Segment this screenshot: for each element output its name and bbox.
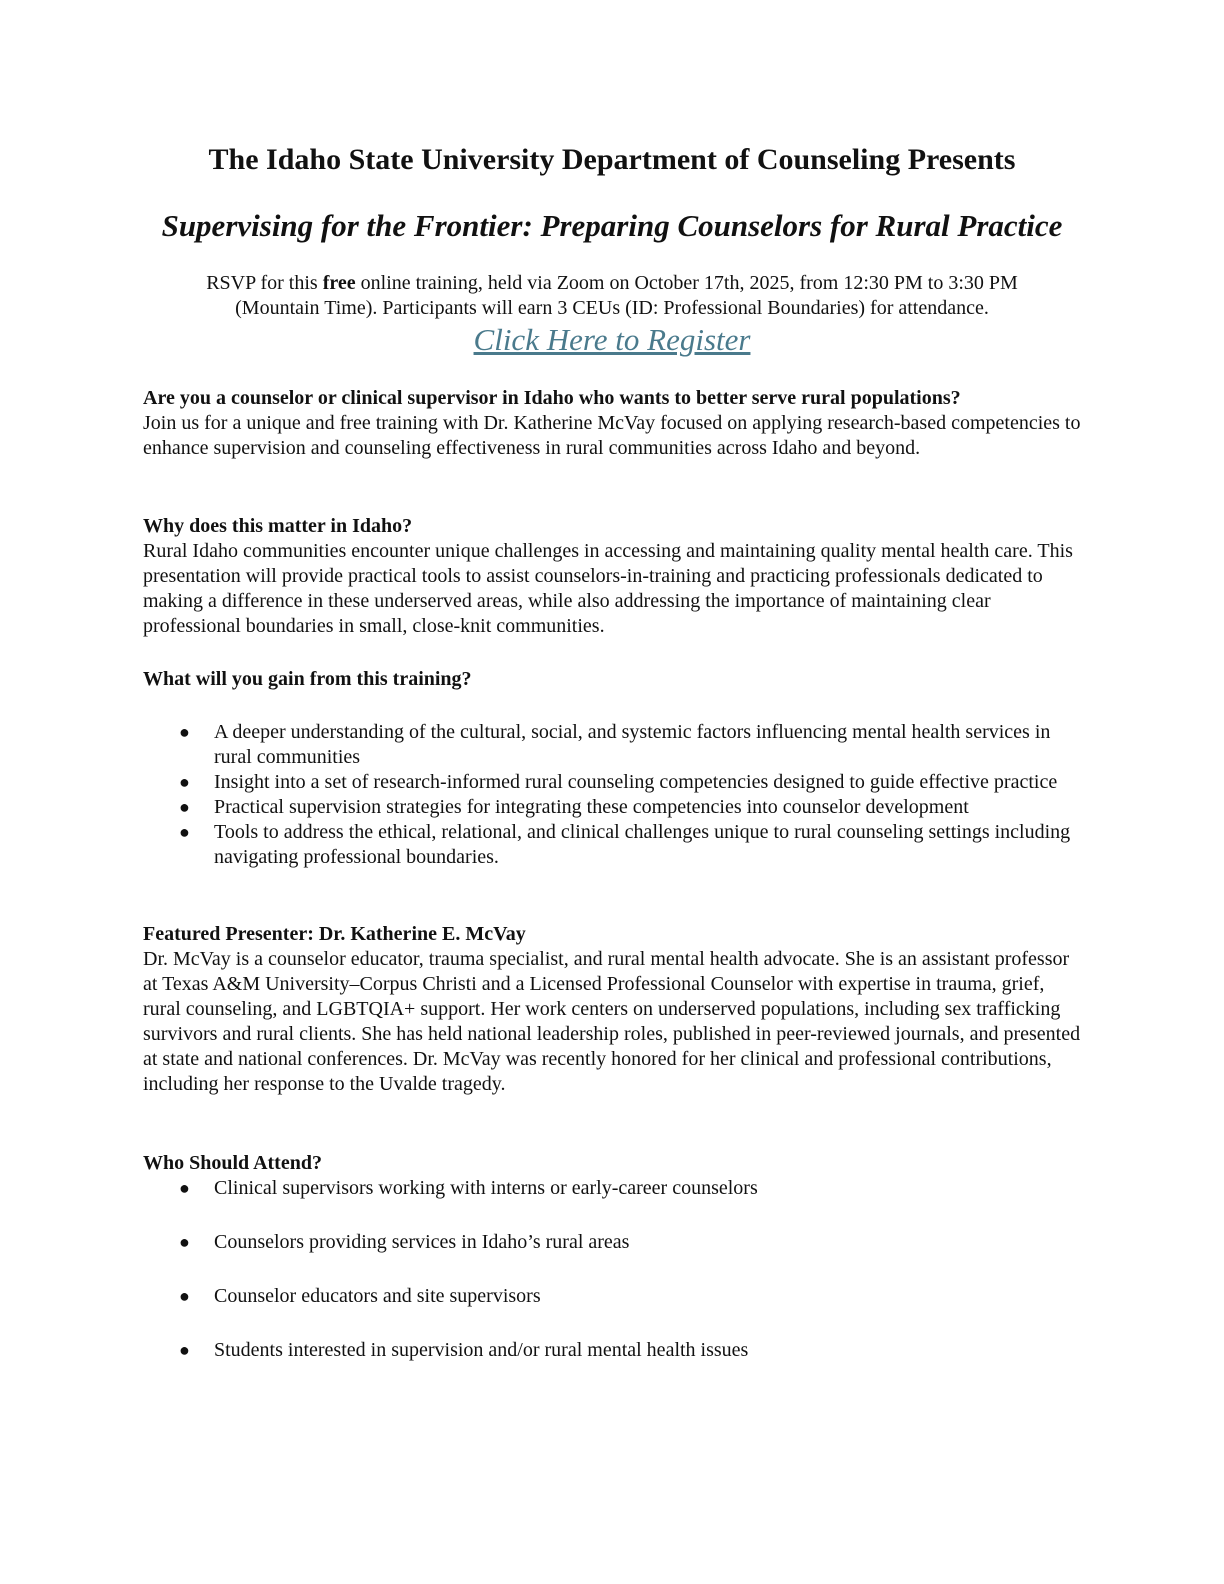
rsvp-details bbox=[0, 271, 1224, 321]
list-item bbox=[143, 1338, 1083, 1363]
list-item bbox=[143, 1230, 1083, 1255]
bullet-icon: ● bbox=[179, 797, 190, 817]
attend-list bbox=[143, 1176, 1083, 1363]
gain-list-section bbox=[143, 720, 1083, 870]
rsvp-line-1-rest: online training, held via Zoom on October 17th, 2025, from 12:30 PM to 3:30 PM bbox=[355, 272, 1018, 294]
why-section bbox=[143, 514, 1083, 639]
presenter-bio: Dr. McVay is a counselor educator, trauma specialist, and rural mental health advocate. She is an assistant professor at Texas A&M University–Corpus Christi and a Licensed Professional Counselor with expertise in trauma, grief, rural counseling, and LGBTQIA+ support. Her work centers on underserved populations, including sex trafficking survivors and rural clients. She has held national leadership roles, published in peer-reviewed journals, and presented at state and national conferences. Dr. McVay was recently honored for her clinical and professional contributions, including her response to the Uvalde tragedy. bbox=[143, 948, 1081, 1095]
intro-section bbox=[143, 386, 1083, 461]
intro-body: Join us for a unique and free training with Dr. Katherine McVay focused on applying research-based competencies to enhance supervision and counseling effectiveness in rural communities across Idaho and beyond. bbox=[143, 412, 1081, 459]
why-body: Rural Idaho communities encounter unique challenges in accessing and maintaining quality mental health care. This presentation will provide practical tools to assist counselors-in-training and practicing professionals dedicated to making a difference in these underserved areas, while also addressing the importance of maintaining clear professional boundaries in small, close-knit communities. bbox=[143, 540, 1073, 637]
list-item bbox=[143, 720, 1083, 770]
bullet-icon: ● bbox=[179, 1232, 190, 1252]
rsvp-line-2: (Mountain Time). Participants will earn 3 CEUs (ID: Professional Boundaries) for attendance. bbox=[235, 297, 989, 319]
list-item bbox=[143, 1284, 1083, 1309]
bullet-icon: ● bbox=[179, 1178, 190, 1198]
page-title: The Idaho State University Department of Counseling Presents bbox=[208, 143, 1016, 176]
list-item bbox=[143, 820, 1083, 870]
list-item-text: Tools to address the ethical, relational, and clinical challenges unique to rural counseling settings including navigating professional boundaries. bbox=[214, 821, 1071, 868]
why-heading: Why does this matter in Idaho? bbox=[143, 515, 413, 537]
bullet-icon: ● bbox=[179, 1286, 190, 1306]
list-item-text: Clinical supervisors working with interns or early-career counselors bbox=[214, 1177, 758, 1199]
list-item-text: A deeper understanding of the cultural, social, and systemic factors influencing mental health services in rural communities bbox=[214, 721, 1051, 768]
training-subtitle: Supervising for the Frontier: Preparing Counselors for Rural Practice bbox=[161, 208, 1063, 243]
bullet-icon: ● bbox=[179, 822, 190, 842]
list-item bbox=[143, 795, 1083, 820]
bullet-icon: ● bbox=[179, 1340, 190, 1360]
attend-heading: Who Should Attend? bbox=[143, 1152, 322, 1174]
bullet-icon: ● bbox=[179, 722, 190, 742]
rsvp-prefix: RSVP for this bbox=[206, 272, 323, 294]
list-item-text: Practical supervision strategies for integrating these competencies into counselor development bbox=[214, 796, 969, 818]
list-item-text: Counselor educators and site supervisors bbox=[214, 1285, 541, 1307]
rsvp-line-1 bbox=[0, 271, 1224, 296]
list-item-text: Counselors providing services in Idaho’s rural areas bbox=[214, 1231, 630, 1253]
list-item-text: Students interested in supervision and/or rural mental health issues bbox=[214, 1339, 749, 1361]
gain-section bbox=[143, 667, 1083, 692]
presenter-section bbox=[143, 922, 1083, 1097]
rsvp-free-emphasis: free bbox=[322, 272, 356, 294]
gain-heading: What will you gain from this training? bbox=[143, 668, 472, 690]
attend-section bbox=[143, 1151, 1083, 1392]
gain-list bbox=[143, 720, 1083, 870]
presenter-heading: Featured Presenter: Dr. Katherine E. McVay bbox=[143, 923, 526, 945]
list-item bbox=[143, 770, 1083, 795]
list-item-text: Insight into a set of research-informed rural counseling competencies designed to guide effective practice bbox=[214, 771, 1058, 793]
list-item bbox=[143, 1176, 1083, 1201]
bullet-icon: ● bbox=[179, 772, 190, 792]
intro-heading: Are you a counselor or clinical supervisor in Idaho who wants to better serve rural populations? bbox=[143, 387, 961, 409]
register-link[interactable]: Click Here to Register bbox=[473, 322, 751, 357]
